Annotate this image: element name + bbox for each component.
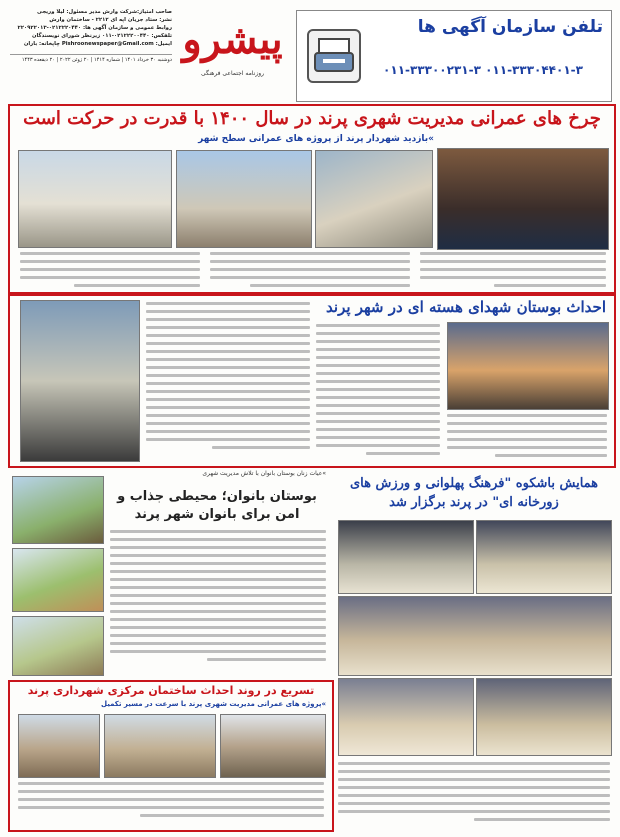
- story5-subhead: »پروژه های عمرانی مدیریت شهری پرند با سرعت در مسیر تکمیل: [100, 700, 326, 708]
- story3-photo-3: [12, 616, 104, 676]
- story2-text-mid: [316, 324, 440, 455]
- story2-photo-monument: [447, 322, 609, 410]
- story4-photo-3: [338, 596, 612, 676]
- story3-headline: بوستان بانوان؛ محیطی جذاب و امن برای بانوان شهر پرند: [117, 489, 317, 522]
- ad-box: [296, 10, 612, 102]
- date-line: دوشنبه ۳۰ خرداد ۱۴۰۱ | شماره ۱۴۱۴ | ۲۰ ژوئن ۲۰۲۲ | ۲۰ ذیقعده ۱۴۴۳: [10, 54, 172, 63]
- story5-headline: تسریع در روند احداث ساختمان مرکزی شهرداری پرند: [27, 684, 315, 697]
- info-line: تلفکس: ۰۲۱۲۲۲۰۰۴۴۰-۰۱۱ زیرنظر شورای نویسندگان: [31, 33, 172, 39]
- story3-photo-2: [12, 548, 104, 612]
- story5-photo-1: [18, 714, 100, 778]
- lead-photo-2: [176, 150, 312, 248]
- story4-photo-1: [338, 520, 474, 594]
- story-municipal-building: [8, 680, 334, 832]
- story5-photo-3: [220, 714, 326, 778]
- story3-kicker: »عیات زنان بوستان بانوان با تلاش مدیریت شهری: [202, 470, 326, 477]
- story5-photo-2: [104, 714, 216, 778]
- story-zurkhaneh: [336, 468, 612, 828]
- ad-title: تلفن سازمان آگهی ها: [417, 17, 603, 37]
- info-line: ایمیل: Pishroonewspaper@Gmail.com چاپخانه: باران: [23, 41, 172, 47]
- story-women-park: [8, 468, 330, 678]
- lead-text-col-3: [420, 252, 606, 287]
- story2-photo-person: [20, 300, 140, 462]
- info-line: نشر: ستاد جریان اپه ای ۲۲۱۲ - ساختمان وارش: [49, 17, 172, 23]
- ad-phones: ۰۱۱-۳۳۳۰۴۴۰۱-۳ ۰۱۱-۳۳۳۰۰۲۳۱-۳: [383, 63, 583, 77]
- lead-subhead: »بازدید شهردار پرند از پروژه های عمرانی سطح شهر: [198, 134, 434, 144]
- story4-text: [338, 762, 610, 821]
- lead-story: [8, 104, 616, 294]
- story4-headline: همایش باشکوه "فرهنگ پهلوانی و ورزش های زورخانه ای" در پرند برگزار شد: [349, 476, 599, 510]
- story-nuclear-park: [8, 294, 616, 468]
- story3-text: [110, 530, 326, 661]
- story3-photo-1: [12, 476, 104, 544]
- story5-text: [18, 782, 324, 817]
- lead-photo-1: [315, 150, 433, 248]
- story2-headline: احداث بوستان شهدای هسته ای در شهر پرند: [326, 298, 606, 316]
- lead-photo-mayor: [437, 148, 609, 250]
- masthead-logo: [180, 10, 285, 98]
- lead-text-col-2: [210, 252, 410, 287]
- masthead-info: [10, 8, 172, 100]
- logo-subtitle: روزنامه اجتماعی فرهنگی: [201, 70, 264, 77]
- story4-photo-2: [476, 520, 612, 594]
- logo-text: پیشرو: [182, 16, 283, 63]
- fax-icon: [307, 29, 361, 83]
- story4-photo-4: [338, 678, 474, 756]
- lead-headline: چرخ های عمرانی مدیریت شهری پرند در سال ۱۴۰۰ با قدرت در حرکت است: [23, 108, 601, 129]
- lead-photo-3: [18, 150, 172, 248]
- story4-photo-5: [476, 678, 612, 756]
- story2-text-left: [146, 302, 310, 449]
- info-line: صاحب امتیاز:شرکت وارش مدیر مسئول: لیلا وریجی: [36, 9, 172, 15]
- lead-text-col-1: [20, 252, 200, 287]
- info-line: روابط عمومی و سازمان آگهی ها: ۰۲۱۲۲۲۰۴۴۰-۲۲۰۹۲۲۰۱۳: [17, 25, 172, 31]
- story2-text-right: [447, 414, 607, 457]
